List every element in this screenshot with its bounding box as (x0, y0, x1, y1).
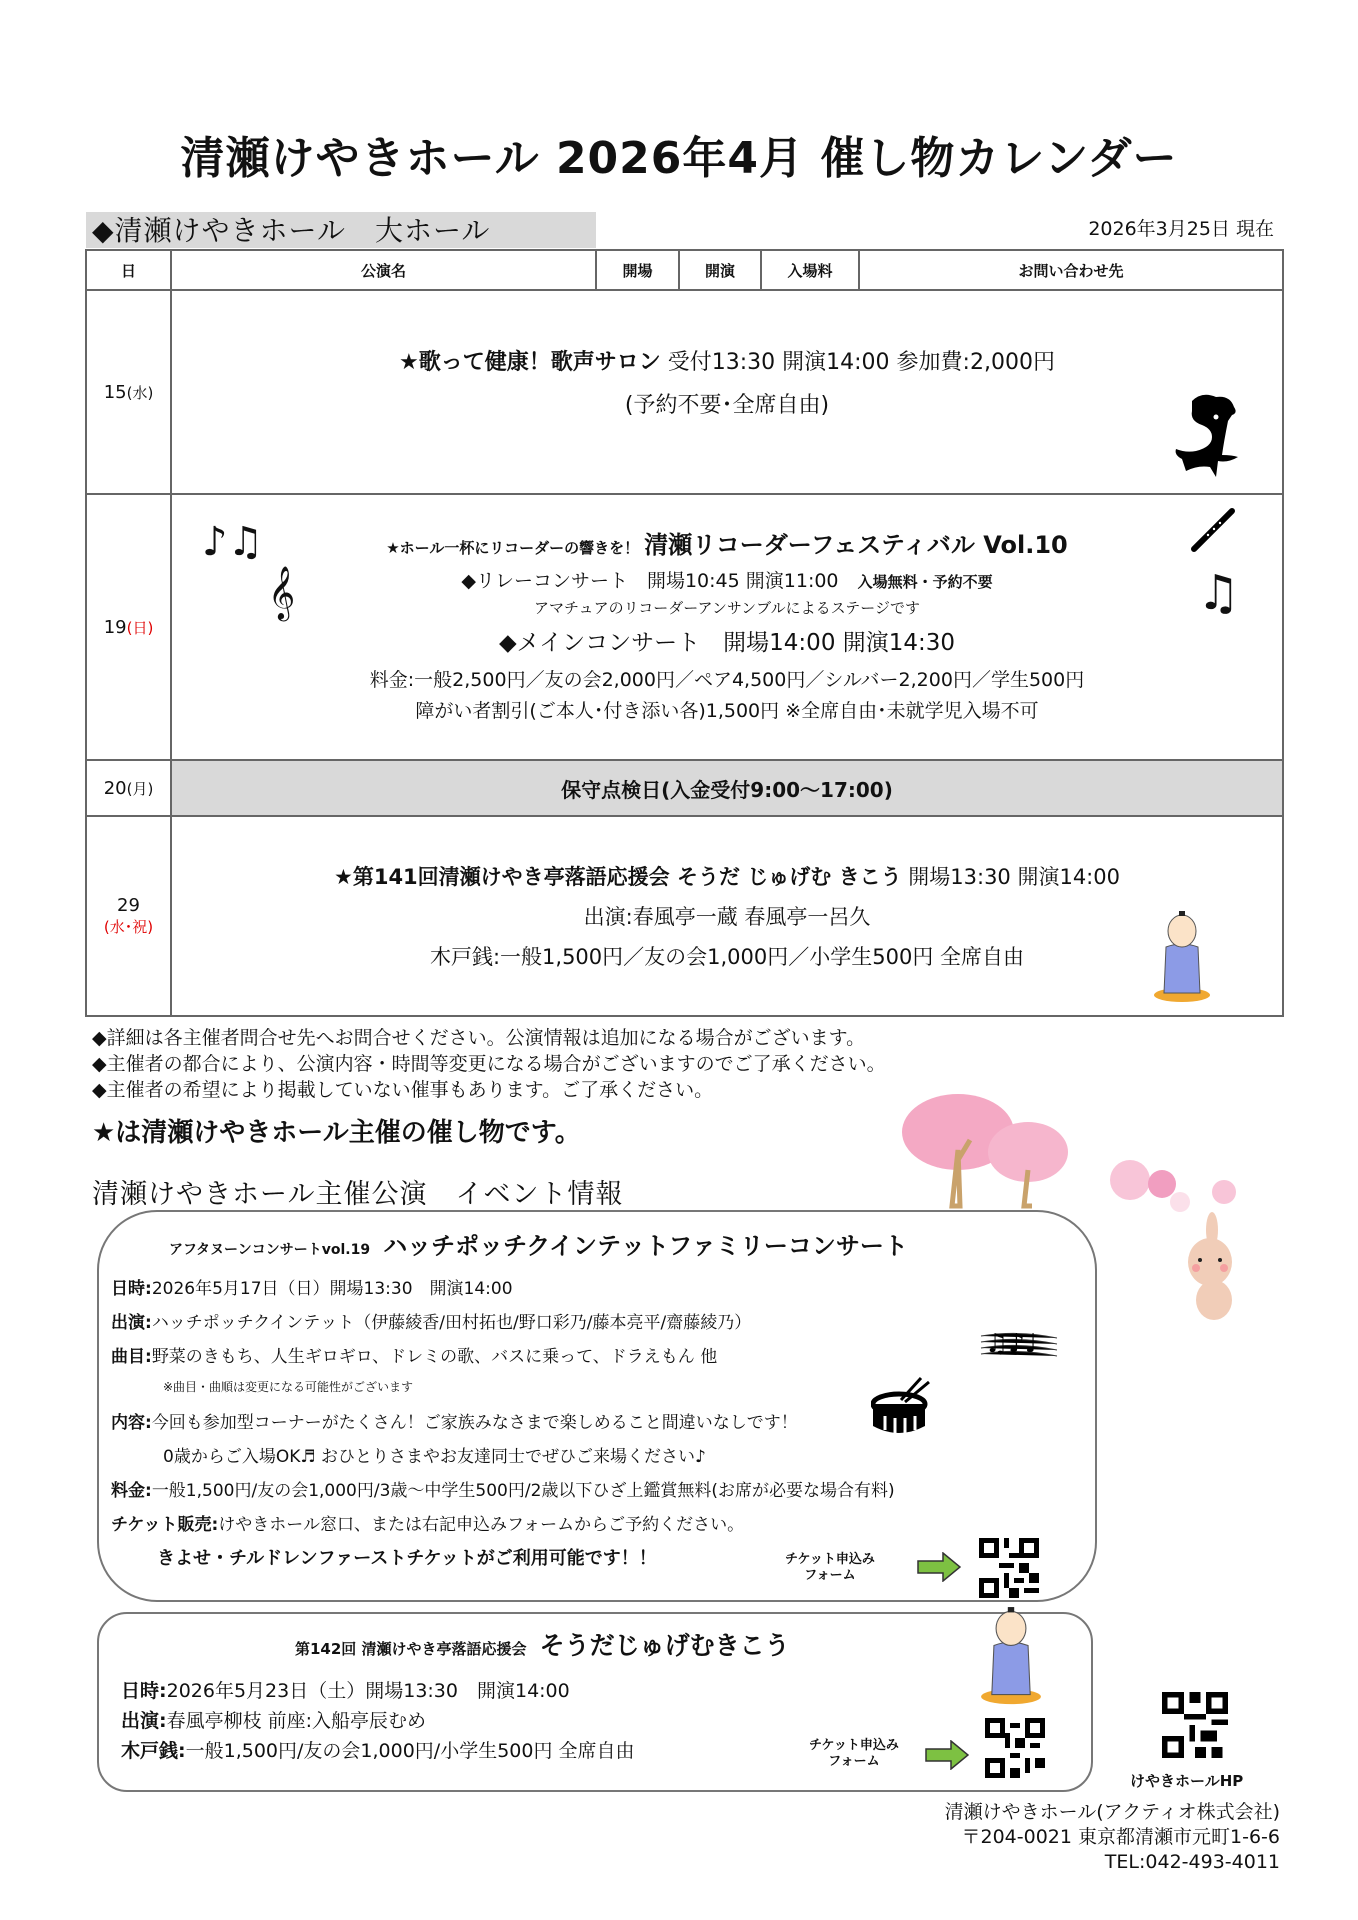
date-value: 2026年5月17日（日）開場13:30 開演14:00 (151, 1279, 513, 1299)
event-cell (171, 290, 1283, 494)
event-details: 受付13:30 開演14:00 参加費:2,000円 (660, 350, 1055, 375)
arrow-right-icon (925, 1740, 969, 1770)
cherry-tree-illustration (900, 1090, 1070, 1210)
day-number: 19 (103, 616, 127, 638)
col-header-open: 開場 (596, 250, 679, 290)
star-legend: ★は清瀬けやきホール主催の催し物です。 (92, 1118, 581, 1148)
rakugo-performer-icon (979, 1600, 1043, 1708)
event-note: (予約不要･全席自由) (624, 393, 830, 418)
event-details: 開場13:30 開演14:00 (901, 865, 1120, 889)
program-note: ※曲目・曲順は変更になる可能性がございます (163, 1380, 414, 1394)
day-number: 20 (103, 777, 127, 799)
event-series: アフタヌーンコンサートvol.19 (169, 1242, 371, 1258)
music-notes-icon: ♪♫ (202, 519, 264, 565)
page-title: 清瀬けやきホール 2026年4月 催し物カレンダー (180, 133, 1178, 184)
recorder-icon (1188, 505, 1238, 555)
price-info: 木戸銭:一般1,500円／友の会1,000円／小学生500円 全席自由 (429, 945, 1025, 969)
footer-address: 〒204-0021 東京都清瀬市元町1-6-6 (961, 1826, 1280, 1848)
day-cell (86, 290, 171, 494)
price-value: 一般1,500円/友の会1,000円/3歳～中学生500円/2歳以下ひざ上鑑賞無料(お席が必要な場合有料) (151, 1481, 895, 1501)
price-info-2: 障がい者割引(ご本人･付き添い各)1,500円 ※全席自由･未就学児入場不可 (415, 700, 1039, 722)
content-value-2: 0歳からご入場OK♬ おひとりさまやお友達同士でぜひご来場ください♪ (163, 1447, 706, 1467)
main-concert-info: ◆メインコンサート 開場14:00 開演14:30 (498, 630, 956, 656)
event-cell (171, 494, 1283, 760)
hall-homepage-label: けやきホールHP (1130, 1772, 1244, 1790)
col-header-fee: 入場料 (761, 250, 859, 290)
note-item: ◆詳細は各主催者問合せ先へお問合せください。公演情報は追加になる場合がございます。 (92, 1027, 866, 1049)
event-card-rakugo (97, 1612, 1093, 1792)
event-title: ★歌って健康！歌声サロン (399, 350, 661, 375)
day-cell (86, 494, 171, 760)
date-label: 日時: (121, 1680, 167, 1702)
price-label: 木戸銭: (121, 1740, 186, 1762)
dog-silhouette-icon (1172, 391, 1244, 481)
ticket-form-label: チケット申込み フォーム (809, 1738, 899, 1769)
performers: 出演:春風亭一蔵 春風亭一呂久 (583, 905, 871, 929)
relay-concert-info: ◆リレーコンサート 開場10:45 開演11:00 (461, 570, 839, 592)
event-title: ハッチポッチクインテットファミリーコンサート (383, 1232, 908, 1260)
program-label: 曲目: (111, 1347, 152, 1367)
cast-label: 出演: (121, 1710, 167, 1732)
price-value: 一般1,500円/友の会1,000円/小学生500円 全席自由 (185, 1740, 635, 1762)
arrow-right-icon (917, 1552, 961, 1582)
svg-text:♫♪♩: ♫♪♩ (985, 1329, 1038, 1359)
program-value: 野菜のきもち、人生ギロギロ、ドレミの歌、バスに乗って、ドラえもん 他 (151, 1347, 718, 1367)
price-label: 料金: (111, 1481, 152, 1501)
weekday: (月) (126, 779, 154, 798)
date-value: 2026年5月23日（土）開場13:30 開演14:00 (166, 1680, 570, 1702)
table-row (86, 816, 1283, 1016)
ticket-label: チケット販売: (111, 1515, 219, 1535)
event-calendar-table (85, 249, 1284, 1017)
event-tagline: ★ホール一杯にリコーダーの響きを！ (386, 539, 640, 557)
note-item: ◆主催者の都合により、公演内容・時間等変更になる場合がございますのでご了承ください。 (92, 1053, 886, 1075)
price-info: 料金:一般2,500円／友の会2,000円／ペア4,500円／シルバー2,200円／学生500円 (369, 669, 1085, 691)
day-cell (86, 760, 171, 816)
event-title: ★第141回清瀬けやき亭落語応援会 そうだ じゅげむ きこう (334, 865, 902, 889)
treble-clef-icon: 𝄞 (268, 565, 296, 619)
events-section-title: 清瀬けやきホール主催公演 イベント情報 (92, 1179, 624, 1210)
event-title: 清瀬リコーダーフェスティバル Vol.10 (644, 531, 1068, 559)
weekday: (水･祝) (103, 918, 154, 936)
weekday: (水) (126, 383, 154, 402)
event-series: 第142回 清瀬けやき亭落語応援会 (295, 1640, 527, 1658)
event-cell (171, 816, 1283, 1016)
col-header-start: 開演 (679, 250, 761, 290)
col-header-contact: お問い合わせ先 (859, 250, 1283, 290)
relay-concert-note: 入場無料・予約不要 (857, 573, 993, 591)
content-value: 今回も参加型コーナーがたくさん！ご家族みなさまで楽しめること間違いなしです！ (151, 1413, 798, 1433)
col-header-title: 公演名 (171, 250, 596, 290)
footer-tel: TEL:042-493-4011 (1104, 1851, 1280, 1873)
ticket-form-label: チケット申込み フォーム (785, 1552, 875, 1583)
content-label: 内容: (111, 1413, 152, 1433)
as-of-date: 2026年3月25日 現在 (1088, 218, 1274, 240)
cast-label: 出演: (111, 1313, 152, 1333)
rakugo-performer-icon (1152, 907, 1212, 1003)
ticket-value: けやきホール窓口、または右記申込みフォームからご予約ください。 (218, 1515, 745, 1535)
table-row (86, 290, 1283, 494)
footer-org: 清瀬けやきホール(アクティオ株式会社) (944, 1801, 1280, 1823)
day-number: 15 (103, 381, 127, 403)
hall-homepage-qr-code[interactable] (1162, 1692, 1228, 1758)
col-header-day: 日 (86, 250, 171, 290)
event-title: そうだじゅげむきこう (539, 1631, 790, 1660)
cast-value: ハッチポッチクインテット（伊藤綾香/田村拓也/野口彩乃/藤本亮平/齋藤綾乃） (151, 1313, 752, 1333)
maintenance-day-cell: 保守点検日(入金受付9:00～17:00) (171, 760, 1283, 816)
ticket-form-qr-code[interactable] (979, 1538, 1039, 1598)
weekday: (日) (126, 618, 154, 637)
event-card-family-concert (97, 1210, 1097, 1602)
relay-concert-desc: アマチュアのリコーダーアンサンブルによるステージです (534, 599, 920, 617)
table-header-row (86, 250, 1283, 290)
notes-list (92, 1025, 886, 1103)
table-row (86, 760, 1283, 816)
drum-icon (871, 1374, 935, 1438)
note-item: ◆主催者の希望により掲載していない催事もあります。ご了承ください。 (92, 1079, 714, 1101)
day-number: 29 (117, 895, 140, 916)
day-cell (86, 816, 171, 1016)
date-label: 日時: (111, 1279, 152, 1299)
children-first-ticket-note: きよせ・チルドレンファーストチケットがご利用可能です！！ (157, 1548, 657, 1569)
footer-contact (945, 1800, 1280, 1875)
ticket-form-qr-code[interactable] (985, 1718, 1045, 1778)
music-staff-icon (979, 1322, 1059, 1368)
table-row (86, 494, 1283, 760)
beamed-notes-icon: ♫ (1196, 565, 1240, 621)
sakura-rabbit-illustration (1100, 1150, 1280, 1330)
venue-heading: ◆清瀬けやきホール 大ホール (86, 212, 596, 248)
cast-value: 春風亭柳枝 前座:入船亭辰むめ (166, 1710, 427, 1732)
